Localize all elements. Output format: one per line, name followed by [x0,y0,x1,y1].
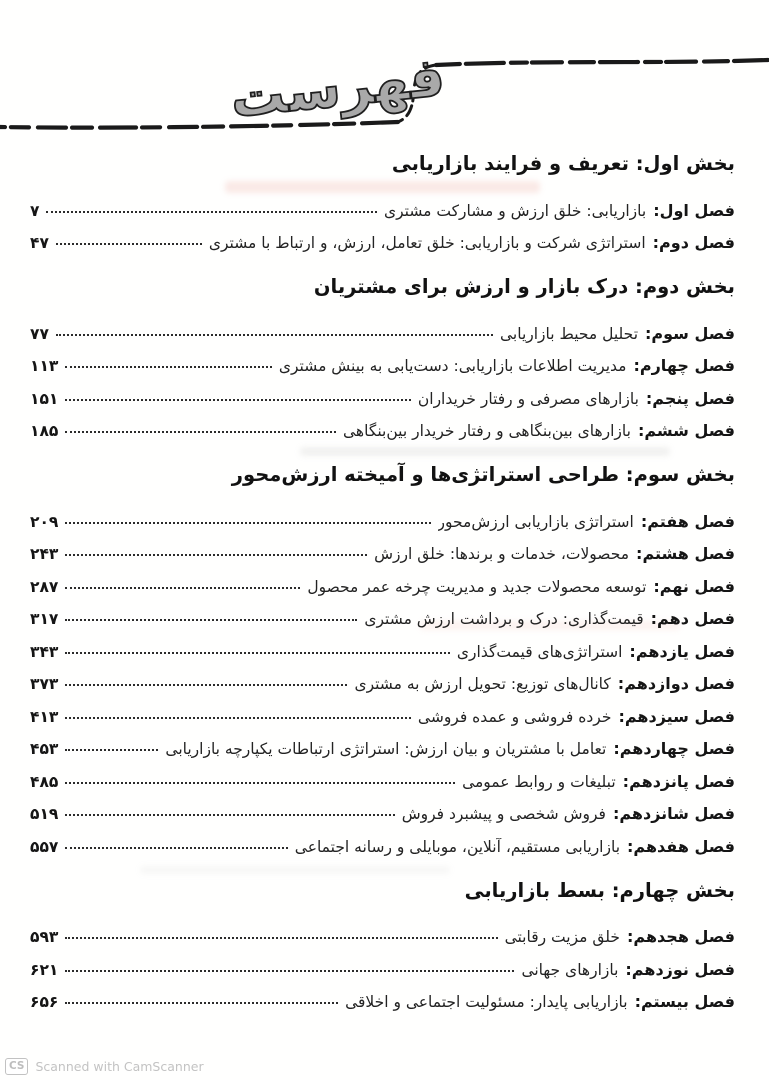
chapter-label: فصل هجدهم: [627,927,735,946]
header-dash-line-right [436,60,768,65]
toc-entry [30,220,735,253]
page-number: ۴۷ [30,234,49,252]
dot-leader [65,937,497,939]
chapter-title: فروش شخصی و پیشبرد فروش [401,805,606,823]
chapter-title: تعامل با مشتریان و بیان ارزش: استراتژی ارتباطات یکپارچه بازاریابی [165,740,607,758]
chapter-label: فصل نوزدهم: [625,959,735,979]
section-title: بخش اول: تعریف و فرایند بازاریابی [391,152,735,175]
page-number: ۲۸۷ [30,577,59,596]
chapter-label: فصل بیستم: [634,992,735,1011]
toc-entry [30,914,735,947]
page-title-calligraphy: فهرست [227,44,448,131]
page-number: ۷۷ [30,324,49,343]
page-number: ۷ [30,201,40,220]
chapter-label: فصل هفتم: [640,511,735,531]
chapter-label: فصل سوم: [645,323,735,343]
page-number: ۱۸۵ [30,422,59,440]
chapter-title: استراتژی شرکت و بازاریابی: خلق تعامل، ارزش، و ارتباط با مشتری [208,234,646,252]
toc-entry [30,563,735,596]
dot-leader [65,782,455,784]
dot-leader [65,522,430,524]
chapter-title: توسعه محصولات جدید و مدیریت چرخه عمر محصول [307,577,647,596]
chapter-title: تبلیغات و روابط عمومی [462,772,616,791]
page-number: ۱۱۳ [30,357,59,375]
dot-leader [65,847,287,849]
dot-leader [56,334,493,336]
toc-section-2 [30,273,735,440]
dot-leader [65,970,514,972]
dot-leader [65,587,300,589]
page-number: ۴۱۳ [30,707,59,726]
chapter-label: فصل پنجم: [645,388,735,408]
header-dash-line-left [0,122,398,128]
dot-leader [65,554,367,556]
chapter-label: فصل هشتم: [636,544,735,563]
page-number: ۲۰۹ [30,512,59,531]
chapter-title: خرده فروشی و عمده فروشی [417,707,612,726]
toc-entry [30,693,735,726]
section-title: بخش سوم: طراحی استراتژی‌ها و آمیخته ارزش‌محور [231,463,735,486]
page-number: ۲۴۳ [30,545,59,563]
dot-leader [46,211,377,213]
chapter-label: فصل چهارم: [633,356,735,375]
toc-entry [30,823,735,856]
toc-entry [30,498,735,531]
toc-entry [30,375,735,408]
camscanner-logo-icon: CS [5,1058,28,1075]
toc-entry [30,726,735,759]
dot-leader [65,684,347,686]
chapter-title: خلق مزیت رقابتی [504,928,620,946]
page-number: ۴۵۳ [30,740,59,758]
toc-section-4 [30,877,735,1012]
page-number: ۶۵۶ [30,993,59,1011]
chapter-title: تحلیل محیط بازاریابی [500,324,639,343]
chapter-title: بازارهای مصرفی و رفتار خریداران [417,389,639,408]
chapter-label: فصل دوازدهم: [617,674,735,693]
dot-leader [65,652,450,654]
chapter-title: بازارهای جهانی [521,960,619,979]
chapter-label: فصل شانزدهم: [612,804,735,823]
page-number: ۵۹۳ [30,928,59,946]
page-number: ۱۵۱ [30,389,59,408]
chapter-title: استراتژی‌های قیمت‌گذاری [456,642,623,661]
chapter-title: مدیریت اطلاعات بازاریابی: دست‌یابی به بینش مشتری [278,357,627,375]
chapter-title: استراتژی بازاریابی ارزش‌محور [437,512,634,531]
page-number: ۵۱۹ [30,805,59,823]
chapter-label: فصل ششم: [637,421,735,440]
section-title: بخش دوم: درک بازار و ارزش برای مشتریان [313,275,735,298]
chapter-label: فصل دهم: [650,609,735,628]
dot-leader [65,399,410,401]
toc-entry [30,661,735,694]
page-number: ۳۷۳ [30,675,59,693]
dot-leader [65,749,158,751]
chapter-label: فصل دوم: [652,233,735,252]
section-title: بخش چهارم: بسط بازاریابی [464,878,735,902]
table-of-contents [30,150,735,1032]
page-number: ۳۴۳ [30,642,59,661]
toc-entry [30,187,735,220]
toc-entry [30,628,735,661]
chapter-title: محصولات، خدمات و برندها: خلق ارزش [374,545,630,563]
toc-entry [30,596,735,629]
toc-entry [30,531,735,564]
page-number: ۵۵۷ [30,837,59,856]
chapter-label: فصل یازدهم: [629,641,735,661]
toc-entry [30,343,735,376]
chapter-label: فصل هفدهم: [627,836,735,856]
chapter-title: قیمت‌گذاری: درک و برداشت ارزش مشتری [364,610,644,628]
dot-leader [65,814,394,816]
toc-entry [30,946,735,979]
camscanner-watermark [5,1058,204,1075]
chapter-title: بازاریابی مستقیم، آنلاین، موبایلی و رسانه اجتماعی [294,837,621,856]
page-number: ۳۱۷ [30,610,59,628]
chapter-title: بازاریابی پایدار: مسئولیت اجتماعی و اخلاقی [345,993,628,1011]
chapter-label: فصل پانزدهم: [622,771,735,791]
header-decoration [0,0,769,150]
dot-leader [65,1002,338,1004]
chapter-label: فصل نهم: [653,576,735,596]
chapter-title: بازارهای بین‌بنگاهی و رفتار خریدار بین‌بنگاهی [343,422,631,440]
dot-leader [65,431,336,433]
chapter-label: فصل چهاردهم: [613,739,735,758]
chapter-label: فصل سیزدهم: [618,706,735,726]
toc-entry [30,791,735,824]
chapter-title: بازاریابی: خلق ارزش و مشارکت مشتری [383,201,647,220]
dot-leader [65,717,411,719]
toc-section-3 [30,461,735,856]
dot-leader [65,619,357,621]
page-number: ۴۸۵ [30,772,59,791]
page-number: ۶۲۱ [30,960,59,979]
toc-entry [30,979,735,1012]
chapter-label: فصل اول: [653,200,735,220]
toc-entry [30,758,735,791]
chapter-title: کانال‌های توزیع: تحویل ارزش به مشتری [354,675,611,693]
camscanner-text: Scanned with CamScanner [35,1058,204,1074]
toc-entry [30,408,735,441]
dot-leader [65,366,271,368]
toc-entry [30,310,735,343]
toc-section-1 [30,150,735,252]
dot-leader [56,243,202,245]
